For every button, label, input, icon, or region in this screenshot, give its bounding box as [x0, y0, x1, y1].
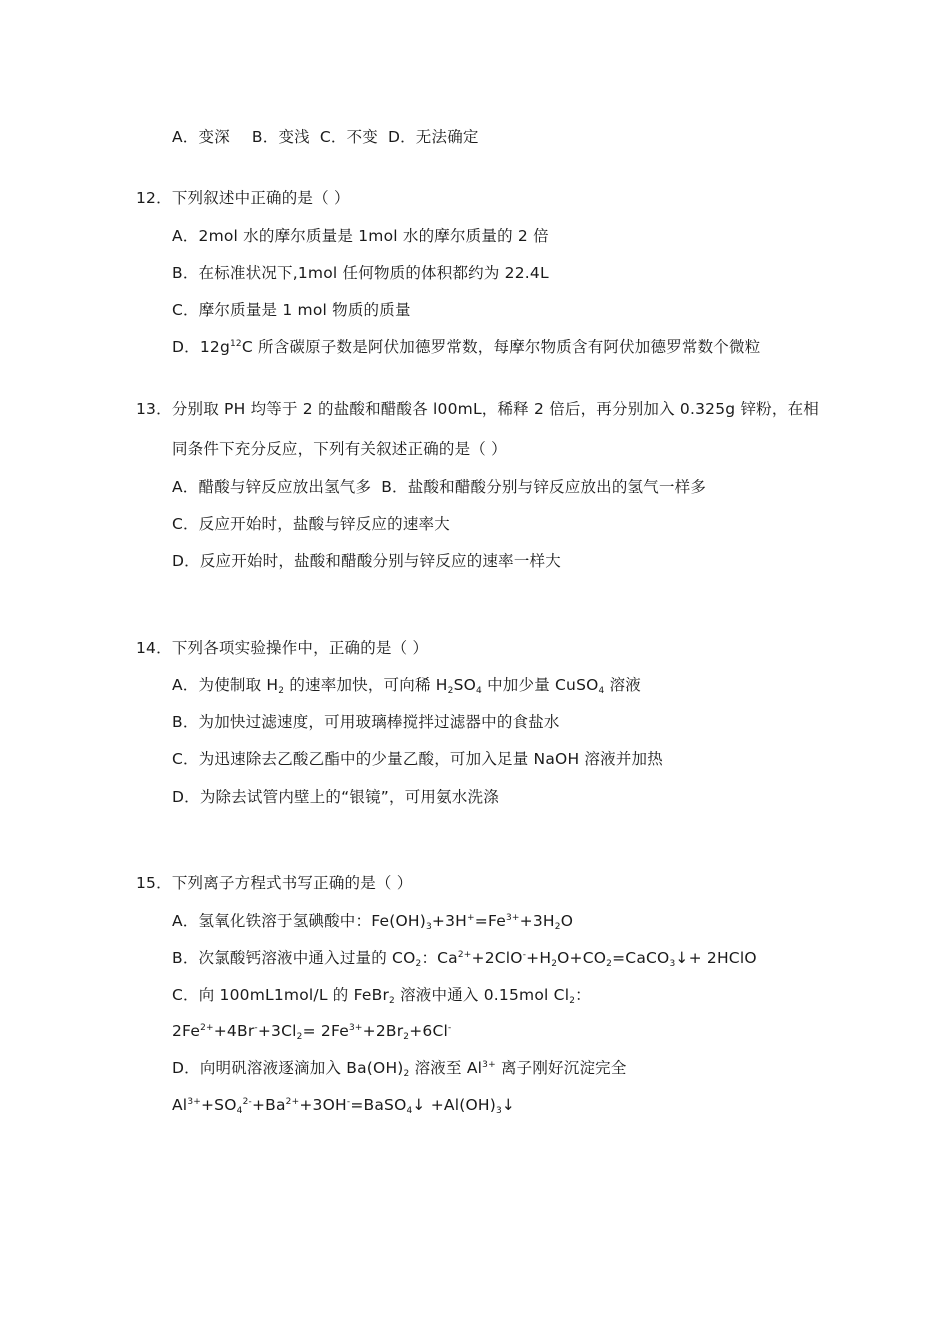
q13-options-ab: [172, 477, 706, 497]
q13-option-c: C．反应开始时，盐酸与锌反应的速率大: [172, 515, 450, 533]
q15-option-c: C．向 100mL1mol/L 的 FeBr$_2$ 溶液中通入 0.15mol $Cl_2$：: [172, 986, 591, 1006]
q12-option-a: A．2mol 水的摩尔质量是 1mol 水的摩尔质量的 2 倍: [172, 227, 549, 245]
q14-option-a: A．为使制取 $H_2$ 的速率加快，可向稀 $H_2SO_4$ 中加少量 CuSO$_4$ 溶液: [172, 676, 641, 696]
q15-option-c-equation: $2Fe^{2+}+4Br^-+3Cl_2= 2Fe^{3+}+2Br_2+6Cl^-$: [172, 1022, 452, 1042]
q14-option-d: D．为除去试管内壁上的“银镜”，可用氨水洗涤: [172, 788, 499, 806]
q13-option-a: A．醋酸与锌反应放出氢气多: [172, 478, 372, 496]
q12-option-d: D．$12g^{12}C$ 所含碳原子数是阿伏加德罗常数，每摩尔物质含有阿伏加德罗常数个微粒: [172, 338, 761, 356]
q15-option-a: A．氢氧化铁溶于氢碘酸中：$Fe(OH)_3+3H^+=Fe^{3+}+3H_2O$: [172, 912, 574, 932]
q14-option-b: B．为加快过滤速度，可用玻璃棒搅拌过滤器中的食盐水: [172, 713, 560, 731]
q14-stem: 14．下列各项实验操作中，正确的是（ ）: [136, 639, 429, 657]
q15-option-b: B．次氯酸钙溶液中通入过量的 $CO_2$：$Ca^{2+}+2ClO^-+H_2O+CO_2=CaCO_3↓+$ 2HClO: [172, 949, 757, 969]
q13-stem-line2: 同条件下充分反应，下列有关叙述正确的是（ ）: [172, 440, 507, 458]
q11-option-c: C．不变: [319, 128, 378, 146]
q14-option-c: C．为迅速除去乙酸乙酯中的少量乙酸，可加入足量 NaOH 溶液并加热: [172, 750, 663, 768]
q12-option-c: C．摩尔质量是 1 mol 物质的质量: [172, 301, 411, 319]
q13-stem-line1: 13．分别取 PH 均等于 2 的盐酸和醋酸各 l00mL，稀释 2 倍后，再分别加入 0.325g 锌粉，在相: [136, 400, 819, 418]
q11-option-a: A．变深: [172, 128, 230, 146]
q15-option-d-equation: $Al^{3+}+SO_4^{2-}+Ba^{2+}+3OH^-=BaSO_4↓$ $+Al(OH)_3↓$: [172, 1096, 516, 1116]
q12-stem: 12．下列叙述中正确的是（ ）: [136, 189, 350, 207]
q13-option-d: D．反应开始时，盐酸和醋酸分别与锌反应的速率一样大: [172, 552, 561, 570]
q12-option-b: B．在标准状况下,1mol 任何物质的体积都约为 22.4L: [172, 264, 549, 282]
q13-option-b: B．盐酸和醋酸分别与锌反应放出的氢气一样多: [381, 478, 707, 496]
q15-stem: 15．下列离子方程式书写正确的是（ ）: [136, 874, 413, 892]
q11-options: [172, 127, 479, 147]
q11-option-d: D．无法确定: [387, 128, 479, 146]
q15-option-d: D．向明矾溶液逐滴加入 $Ba(OH)_2$ 溶液至 $Al^{3+}$ 离子刚好沉淀完全: [172, 1059, 627, 1079]
q11-option-b: B．变浅: [251, 128, 310, 146]
